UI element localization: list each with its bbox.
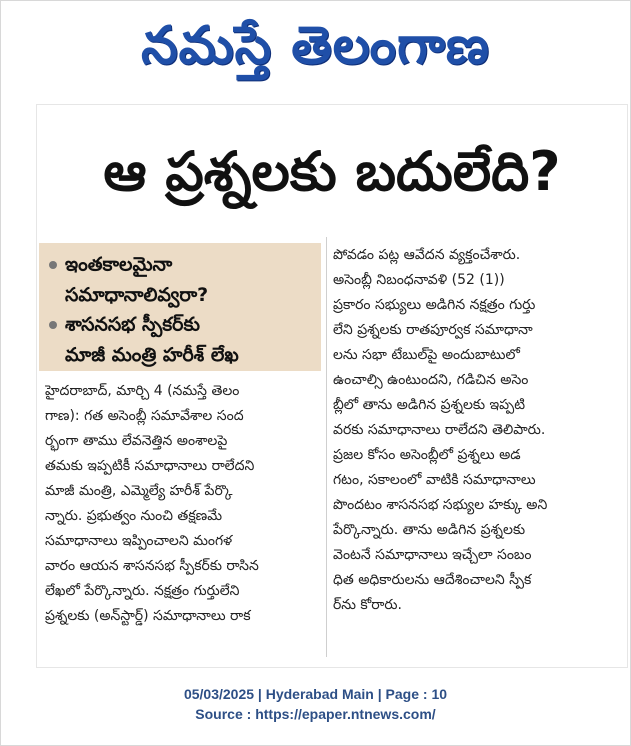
edition-info: 05/03/2025 | Hyderabad Main | Page : 10	[183, 686, 448, 702]
column-divider	[326, 237, 327, 657]
kicker-item	[49, 309, 315, 370]
body-line: పోవడం పట్ల ఆవేదన వ్యక్తంచేశారు.	[333, 247, 521, 263]
kicker-line: ఇంతకాలమైనా	[65, 253, 173, 276]
body-line: తమకు ఇప్పటికీ సమాధానాలు రాలేదని	[45, 458, 255, 474]
kicker-line: మాజీ మంత్రి హరీశ్‌ లేఖ	[65, 344, 239, 366]
newspaper-masthead: నమస్తే తెలంగాణ	[141, 16, 490, 76]
body-line: ర్‌ను కోరారు.	[333, 597, 402, 613]
body-line: గటం, సకాలంలో వాటికి సమాధానాలు	[333, 472, 536, 488]
body-line: మాజీ మంత్రి, ఎమ్మెల్యే హరీశ్‌ పేర్కొ	[45, 483, 233, 499]
body-line: ఉంచాల్సి ఉంటుందని, గడిచిన అసెం	[333, 372, 529, 388]
body-line: బ్లీలో తాను అడిగిన ప్రశ్నలకు ఇప్పటి	[333, 397, 526, 413]
article-body-right-column	[333, 243, 621, 618]
body-line: ప్రశ్నలకు (అన్‌స్టార్డ్‌) సమాధానాలు రాక	[45, 608, 251, 624]
body-line: పొందటం శాసనసభ సభ్యుల హక్కు అని	[333, 497, 548, 513]
body-line: వరకు సమాధానాలు రాలేదని తెలిపారు.	[333, 422, 546, 438]
body-line: లను సభా టేబుల్‌పై అందుబాటులో	[333, 347, 520, 363]
body-line: న్నారు. ప్రభుత్వం నుంచి తక్షణమే	[45, 508, 223, 524]
body-line: ధిత అధికారులను ఆదేశించాలని స్పీక	[333, 572, 532, 588]
body-line: అసెంబ్లీ నిబంధనావళి (52 (1))	[333, 272, 505, 288]
body-line: లేని ప్రశ్నలకు రాతపూర్వక సమాధానా	[333, 322, 533, 338]
body-line: ప్రకారం సభ్యులు అడిగిన నక్షత్రం గుర్తు	[333, 297, 536, 313]
source-link[interactable]: Source : https://epaper.ntnews.com/	[195, 706, 436, 722]
body-line: పేర్కొన్నారు. తాను అడిగిన ప్రశ్నలకు	[333, 522, 526, 538]
article-kicker-box	[39, 243, 321, 371]
body-line: హైదరాబాద్‌, మార్చి 4 (నమస్తే తెలం	[45, 383, 240, 399]
kicker-line: సమాధానాలివ్వరా?	[65, 284, 209, 306]
body-line: లేఖలో పేర్కొన్నారు. నక్షత్రం గుర్తులేని	[45, 583, 240, 599]
body-line: వెంటనే సమాధానాలు ఇచ్చేలా సంబం	[333, 547, 532, 563]
kicker-line: శాసనసభ స్పీకర్‌కు	[65, 313, 200, 336]
kicker-item	[49, 249, 315, 310]
bullet-icon	[49, 261, 57, 269]
article-body-left-column	[45, 379, 321, 629]
article-clipping	[36, 104, 628, 668]
body-line: ప్రజల కోసం అసెంబ్లీలో ప్రశ్నలు అడ	[333, 447, 521, 463]
body-line: వారం ఆయన శాసనసభ స్పీకర్‌కు రాసిన	[45, 558, 259, 574]
body-line: గాణ): గత అసెంబ్లీ సమావేశాల సంద	[45, 408, 244, 424]
article-headline: ఆ ప్రశ్నలకు బదులేది?	[103, 140, 561, 203]
body-line: సమాధానాలు ఇప్పించాలని మంగళ	[45, 533, 233, 549]
bullet-icon	[49, 321, 57, 329]
body-line: ర్భంగా తాము లేవనెత్తిన అంశాలపై	[45, 433, 228, 449]
